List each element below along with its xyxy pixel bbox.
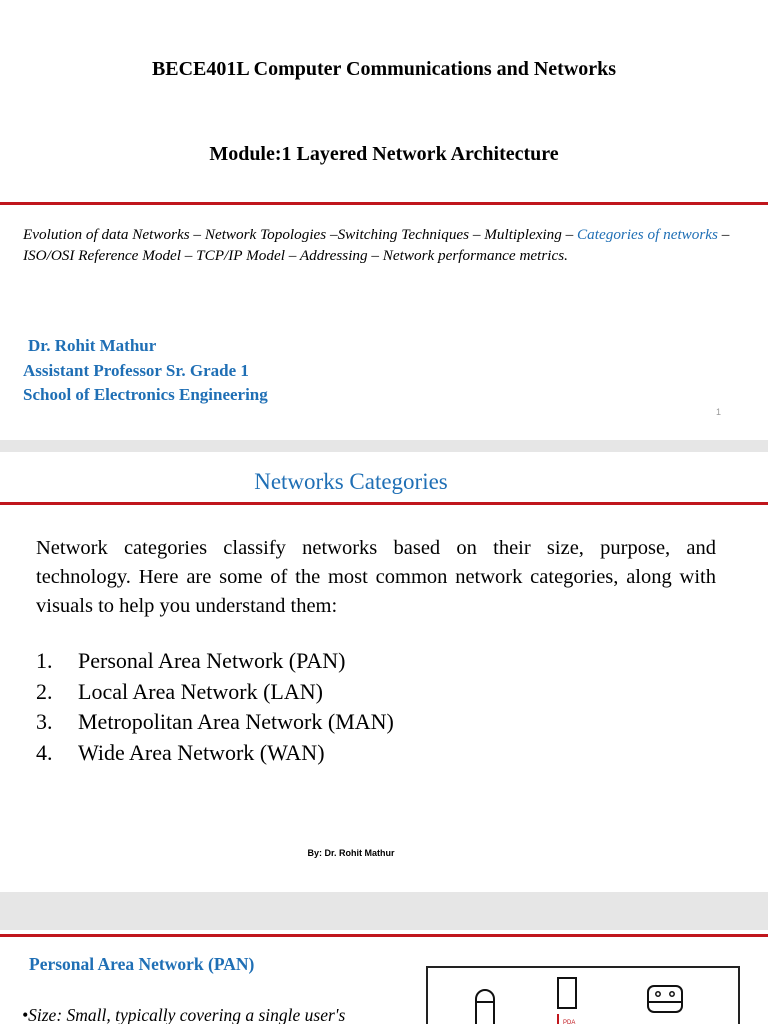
topics-highlight: Categories of networks	[577, 226, 718, 243]
list-item	[36, 677, 394, 708]
byline: By: Dr. Rohit Mathur	[307, 848, 395, 858]
module-topics	[23, 224, 751, 266]
pan-size-text: •Size: Small, typically covering a single user's	[22, 1005, 346, 1024]
slide-title	[0, 0, 768, 440]
pda-label: PDA	[563, 1020, 576, 1024]
printer-icon	[648, 986, 682, 1012]
author-name: Dr. Rohit Mathur	[28, 336, 157, 355]
list-item	[36, 646, 394, 677]
list-number: 4.	[36, 739, 53, 765]
slide-gap	[0, 892, 768, 930]
topics-text-1: Evolution of data Networks – Network Topologies –Switching Techniques – Multiplexing –	[23, 226, 578, 243]
author-designation: Assistant Professor Sr. Grade 1	[23, 360, 249, 380]
page-number: 1	[716, 407, 722, 417]
divider-rule	[0, 502, 768, 505]
list-number: 3.	[36, 709, 53, 734]
divider-rule	[0, 202, 768, 205]
list-text: Wide Area Network (WAN)	[78, 739, 325, 765]
phone-icon	[476, 990, 494, 1024]
intro-paragraph: Network categories classify networks based on their size, purpose, and technology. Here are some of the most common network categories, along with visuals to help you understand them:	[36, 537, 716, 617]
list-text: Metropolitan Area Network (MAN)	[78, 709, 394, 734]
slide-pan	[0, 930, 768, 1024]
module-title: Module:1 Layered Network Architecture	[209, 143, 559, 165]
author-block	[23, 334, 268, 408]
slide-gap	[0, 440, 768, 452]
list-item	[36, 707, 394, 738]
category-list	[36, 646, 394, 768]
list-number: 2.	[36, 678, 53, 704]
slide-network-categories	[0, 452, 768, 892]
course-title: BECE401L Computer Communications and Networks	[151, 58, 617, 80]
author-school: School of Electronics Engineering	[23, 385, 268, 404]
list-text: Local Area Network (LAN)	[78, 678, 323, 704]
list-item	[36, 738, 394, 769]
list-text: Personal Area Network (PAN)	[78, 648, 346, 673]
topics-text-2: – ISO/OSI Reference Model – TCP/IP Model – Addressing – Network performance metrics.	[23, 226, 730, 264]
divider-rule	[0, 934, 768, 937]
pan-diagram-frame	[426, 966, 740, 1024]
slide-heading: Networks Categories	[254, 469, 448, 494]
slide-heading: Personal Area Network (PAN)	[29, 954, 255, 974]
pda-icon	[558, 978, 576, 1024]
list-number: 1.	[36, 648, 53, 673]
pan-devices-illustration	[428, 968, 738, 1024]
